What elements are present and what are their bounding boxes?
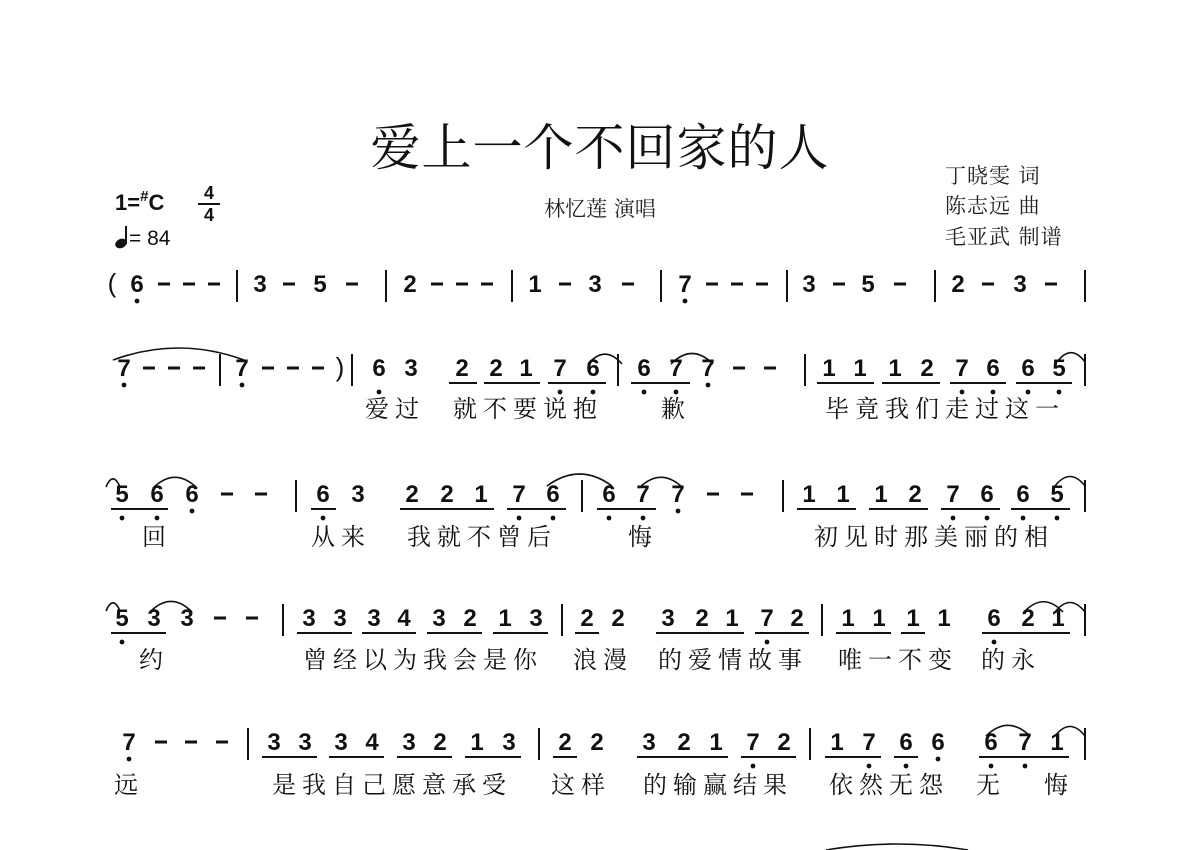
note: 7 <box>746 729 760 756</box>
song-title: 爱上一个不回家的人 <box>370 119 830 177</box>
lyric: 是我自己愿意承受 <box>272 771 512 799</box>
low-octave-dot <box>607 516 612 521</box>
low-octave-dot <box>558 390 563 395</box>
lyric: 这样 <box>551 771 611 799</box>
note: 3 <box>1013 271 1027 298</box>
low-octave-dot <box>765 640 770 645</box>
note: 7 <box>117 355 131 382</box>
note: 1 <box>474 481 488 508</box>
note: 7 <box>678 271 692 298</box>
composer-credit: 陈志远 曲 <box>945 194 1041 218</box>
note: 1 <box>802 481 816 508</box>
note: 2 <box>908 481 922 508</box>
note: 7 <box>669 355 683 382</box>
key-prefix: 1= <box>115 190 141 215</box>
note: 3 <box>298 729 312 756</box>
note: 6 <box>637 355 651 382</box>
sharp-icon: # <box>140 188 149 205</box>
lyric: 无 <box>976 771 1006 799</box>
low-octave-dot <box>992 640 997 645</box>
low-octave-dot <box>190 509 195 514</box>
note: 1 <box>822 355 836 382</box>
note: 3 <box>334 729 348 756</box>
note: 7 <box>122 729 136 756</box>
note: 2 <box>463 605 477 632</box>
lyric: 就不要说抱 <box>453 395 603 423</box>
low-octave-dot <box>1055 516 1060 521</box>
lyric: 远 <box>114 771 144 799</box>
lyric: 的爱情故事 <box>658 646 808 674</box>
low-octave-dot <box>591 390 596 395</box>
note: 3 <box>402 729 416 756</box>
lyric: 初见时那美丽的相 <box>814 523 1054 551</box>
transcriber-credit: 毛亚武 制谱 <box>945 225 1063 249</box>
note: 6 <box>899 729 913 756</box>
lyric: 悔 <box>1044 771 1074 799</box>
note: 3 <box>333 605 347 632</box>
low-octave-dot <box>991 390 996 395</box>
note: 5 <box>115 605 129 632</box>
note: 7 <box>862 729 876 756</box>
note: 3 <box>802 271 816 298</box>
lyric: 悔 <box>628 523 658 551</box>
note: 6 <box>130 271 144 298</box>
lyric: 曾经以为我会是你 <box>303 646 543 674</box>
low-octave-dot <box>960 390 965 395</box>
low-octave-dot <box>904 764 909 769</box>
note: 3 <box>351 481 365 508</box>
note: 3 <box>267 729 281 756</box>
note: 7 <box>946 481 960 508</box>
lyric: 浪漫 <box>573 646 633 674</box>
note: 1 <box>906 605 920 632</box>
note: 2 <box>777 729 791 756</box>
slur <box>113 348 244 360</box>
note: 7 <box>235 355 249 382</box>
lyric: 的永 <box>981 646 1041 674</box>
low-octave-dot <box>751 764 756 769</box>
note: 6 <box>984 729 998 756</box>
low-octave-dot <box>1057 390 1062 395</box>
lyricist-credit: 丁晓雯 词 <box>945 164 1041 188</box>
low-octave-dot <box>676 509 681 514</box>
note: 2 <box>951 271 965 298</box>
low-octave-dot <box>135 299 140 304</box>
note: 5 <box>313 271 327 298</box>
note: 5 <box>861 271 875 298</box>
bracket: ) <box>335 352 345 382</box>
note: 7 <box>760 605 774 632</box>
note: 2 <box>920 355 934 382</box>
time-signature-top: 4 <box>203 183 214 203</box>
note: 7 <box>512 481 526 508</box>
note: 2 <box>677 729 691 756</box>
note: 4 <box>365 729 379 756</box>
low-octave-dot <box>1021 516 1026 521</box>
note: 7 <box>671 481 685 508</box>
note: 3 <box>432 605 446 632</box>
low-octave-dot <box>1026 390 1031 395</box>
note: 3 <box>529 605 543 632</box>
lyric: 的输赢结果 <box>643 771 793 799</box>
note: 1 <box>498 605 512 632</box>
note: 1 <box>888 355 902 382</box>
note: 3 <box>502 729 516 756</box>
lyric: 我就不曾后 <box>407 523 557 551</box>
note: 3 <box>404 355 418 382</box>
lyric: 回 <box>142 523 172 551</box>
note: 1 <box>937 605 951 632</box>
note: 5 <box>115 481 129 508</box>
note: 4 <box>397 605 411 632</box>
low-octave-dot <box>517 516 522 521</box>
note: 1 <box>830 729 844 756</box>
bracket: ( <box>107 268 117 298</box>
lyric: 约 <box>139 646 169 674</box>
note: 6 <box>316 481 330 508</box>
note: 1 <box>853 355 867 382</box>
low-octave-dot <box>683 299 688 304</box>
low-octave-dot <box>321 516 326 521</box>
low-octave-dot <box>377 390 382 395</box>
note: 6 <box>987 605 1001 632</box>
note: 3 <box>302 605 316 632</box>
note: 6 <box>986 355 1000 382</box>
note: 2 <box>558 729 572 756</box>
note: 6 <box>980 481 994 508</box>
low-octave-dot <box>642 390 647 395</box>
note: 2 <box>695 605 709 632</box>
tempo-value: = 84 <box>129 227 171 250</box>
note: 6 <box>602 481 616 508</box>
note: 7 <box>636 481 650 508</box>
note: 6 <box>372 355 386 382</box>
note: 1 <box>1051 605 1065 632</box>
low-octave-dot <box>1023 764 1028 769</box>
note: 5 <box>1052 355 1066 382</box>
note: 2 <box>590 729 604 756</box>
note: 3 <box>661 605 675 632</box>
note: 3 <box>147 605 161 632</box>
staff-row-1 <box>108 268 1085 303</box>
time-signature-bottom: 4 <box>203 205 214 225</box>
note: 2 <box>489 355 503 382</box>
note: 2 <box>405 481 419 508</box>
note: 6 <box>586 355 600 382</box>
note: 7 <box>701 355 715 382</box>
performer-credit: 林忆莲 演唱 <box>544 197 656 221</box>
low-octave-dot <box>240 383 245 388</box>
note: 2 <box>790 605 804 632</box>
staff-row-3 <box>106 474 1085 551</box>
note: 3 <box>253 271 267 298</box>
key-note: C <box>148 190 165 215</box>
note: 2 <box>440 481 454 508</box>
low-octave-dot <box>122 383 127 388</box>
lyric: 依然无怨 <box>829 771 949 799</box>
note: 1 <box>519 355 533 382</box>
note: 6 <box>931 729 945 756</box>
low-octave-dot <box>641 516 646 521</box>
note: 6 <box>1021 355 1035 382</box>
note: 1 <box>725 605 739 632</box>
staff-row-5 <box>114 725 1085 799</box>
note: 2 <box>1021 605 1035 632</box>
note: 2 <box>433 729 447 756</box>
note: 1 <box>1050 729 1064 756</box>
note: 6 <box>185 481 199 508</box>
note: 6 <box>546 481 560 508</box>
note: 2 <box>455 355 469 382</box>
note: 3 <box>180 605 194 632</box>
low-octave-dot <box>985 516 990 521</box>
low-octave-dot <box>120 640 125 645</box>
staff-row-4 <box>106 602 1085 675</box>
note: 1 <box>528 271 542 298</box>
staff-row-2 <box>113 348 1085 423</box>
note: 6 <box>150 481 164 508</box>
low-octave-dot <box>155 516 160 521</box>
note: 7 <box>553 355 567 382</box>
note: 3 <box>367 605 381 632</box>
lyric: 从来 <box>311 523 371 551</box>
note: 7 <box>1018 729 1032 756</box>
note: 2 <box>403 271 417 298</box>
low-octave-dot <box>867 764 872 769</box>
lyric: 唯一不变 <box>838 646 958 674</box>
low-octave-dot <box>989 764 994 769</box>
low-octave-dot <box>674 390 679 395</box>
note: 1 <box>872 605 886 632</box>
note: 1 <box>470 729 484 756</box>
lyric: 歉 <box>661 395 691 423</box>
low-octave-dot <box>120 516 125 521</box>
slur <box>826 844 968 850</box>
low-octave-dot <box>706 383 711 388</box>
low-octave-dot <box>551 516 556 521</box>
lyric: 毕竟我们走过这一 <box>825 395 1065 423</box>
note: 6 <box>1016 481 1030 508</box>
note: 1 <box>841 605 855 632</box>
note: 5 <box>1050 481 1064 508</box>
lyric: 爱过 <box>365 395 425 423</box>
note: 3 <box>642 729 656 756</box>
note: 3 <box>588 271 602 298</box>
low-octave-dot <box>951 516 956 521</box>
note: 1 <box>836 481 850 508</box>
note: 2 <box>580 605 594 632</box>
low-octave-dot <box>936 757 941 762</box>
note: 7 <box>955 355 969 382</box>
note: 1 <box>874 481 888 508</box>
note: 1 <box>709 729 723 756</box>
note: 2 <box>611 605 625 632</box>
low-octave-dot <box>127 757 132 762</box>
